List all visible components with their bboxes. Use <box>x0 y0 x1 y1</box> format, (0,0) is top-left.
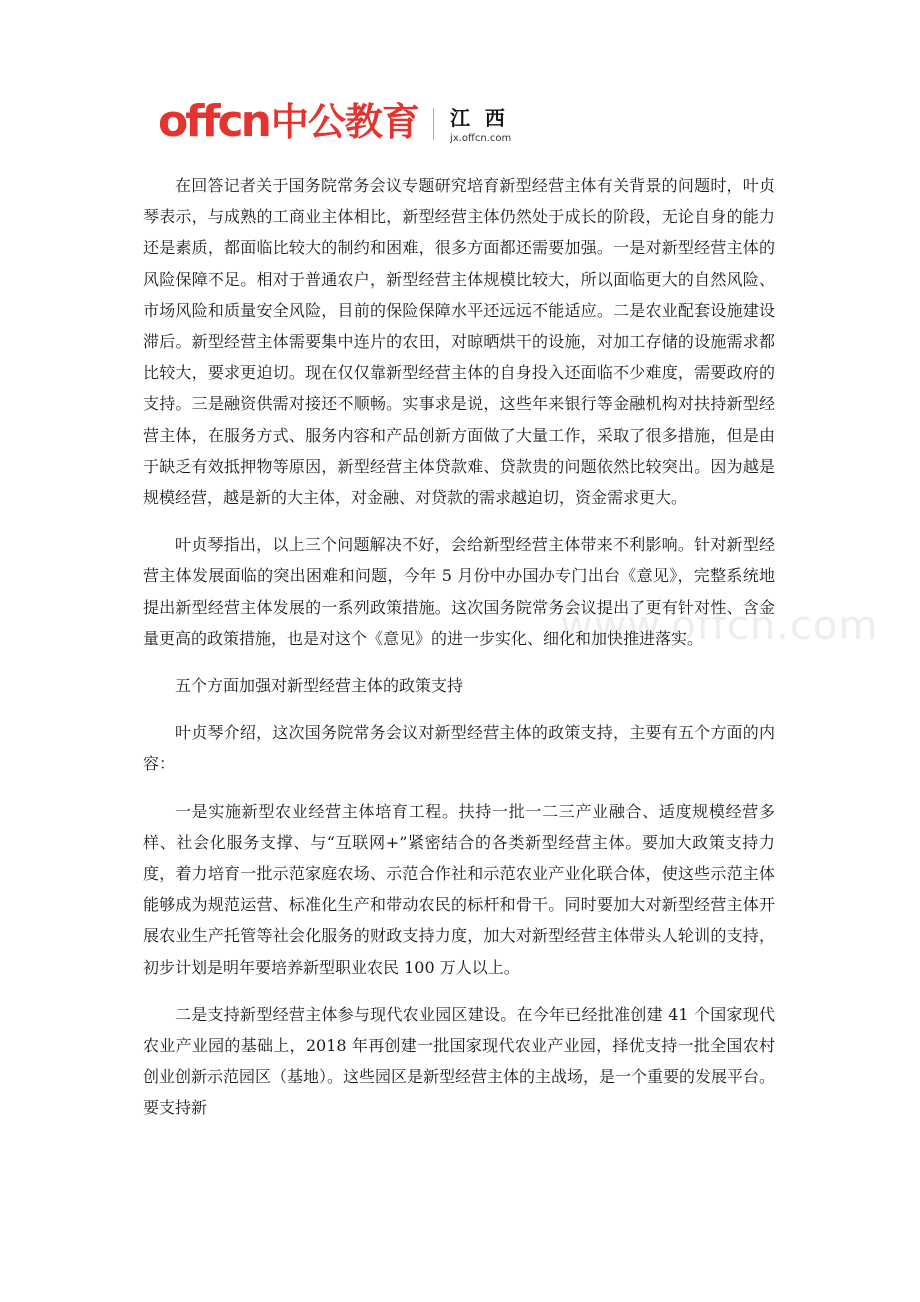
region-block <box>450 106 511 146</box>
paragraph-intro: 叶贞琴介绍，这次国务院常务会议对新型经营主体的政策支持，主要有五个方面的内容： <box>143 723 775 774</box>
site-url: jx.offcn.com <box>449 133 512 144</box>
logo-divider <box>433 108 434 140</box>
brand-logo <box>158 96 511 152</box>
watermark: www.offcn.com <box>560 603 879 649</box>
brand-chinese-wordmark: 中公教育 <box>270 100 419 144</box>
brand-latin-wordmark: offcn <box>158 96 269 147</box>
paragraph-background: 在回答记者关于国务院常务会议专题研究培育新型经营主体有关背景的问题时，叶贞琴表示，与成熟的工商业主体相比，新型经营主体仍然处于成长的阶段，无论自身的能力还是素质，都面临比较大的制约和困难，很多方面都还需要加强。一是对新型经营主体的风险保障不足。相对于普通农户，新型经营主体规模比较大，所以面临更大的自然风险、市场风险和质量安全风险，目前的保险保障水平还远远不能适应。二是农业配套设施建设滞后。新型经营主体需要集中连片的农田，对晾晒烘干的设施，对加工存储的设施需求都比较大，要求更迫切。现在仅仅靠新型经营主体的自身投入还面临不少难度，需要政府的支持。三是融资供需对接还不顺畅。实事求是说，这些年来银行等金融机构对扶持新型经营主体，在服务方式、服务内容和产品创新方面做了大量工作，采取了很多措施，但是由于缺乏有效抵押物等原因，新型经营主体贷款难、贷款贵的问题依然比较突出。因为越是规模经营，越是新的大主体，对金融、对贷款的需求越迫切，资金需求更大。 <box>143 176 775 508</box>
paragraph-point-one: 一是实施新型农业经营主体培育工程。扶持一批一二三产业融合、适度规模经营多样、社会化服务支撑、与“互联网+”紧密结合的各类新型经营主体。要加大政策支持力度，着力培育一批示范家庭农场、示范合作社和示范农业产业化联合体，使这些示范主体能够成为规范运营、标准化生产和带动农民的标杆和骨干。同时要加大对新型经营主体开展农业生产托管等社会化服务的财政支持力度，加大对新型经营主体带头人轮训的支持，初步计划是明年要培养新型职业农民 100 万人以上。 <box>143 801 775 977</box>
paragraph-point-two: 二是支持新型经营主体参与现代农业园区建设。在今年已经批准创建 41 个国家现代农业产业园的基础上，2018 年再创建一批国家现代农业产业园，择优支持一批全国农村创业创新示范园区（基地）。这些园区是新型经营主体的主战场，是一个重要的发展平台。要支持新 <box>143 1004 776 1118</box>
article-body <box>143 170 775 1140</box>
section-heading: 五个方面加强对新型经营主体的政策支持 <box>175 676 464 696</box>
region-label: 江 西 <box>449 106 509 130</box>
paragraph-impact: 叶贞琴指出，以上三个问题解决不好，会给新型经营主体带来不利影响。针对新型经营主体发展面临的突出困难和问题，今年 5 月份中办国办专门出台《意见》，完整系统地提出新型经营主体发展的一系列政策措施。这次国务院常务会议提出了更有针对性、含金量更高的政策措施，也是对这个《意见》的进一步实化、细化和加快推进落实。 <box>143 535 775 648</box>
